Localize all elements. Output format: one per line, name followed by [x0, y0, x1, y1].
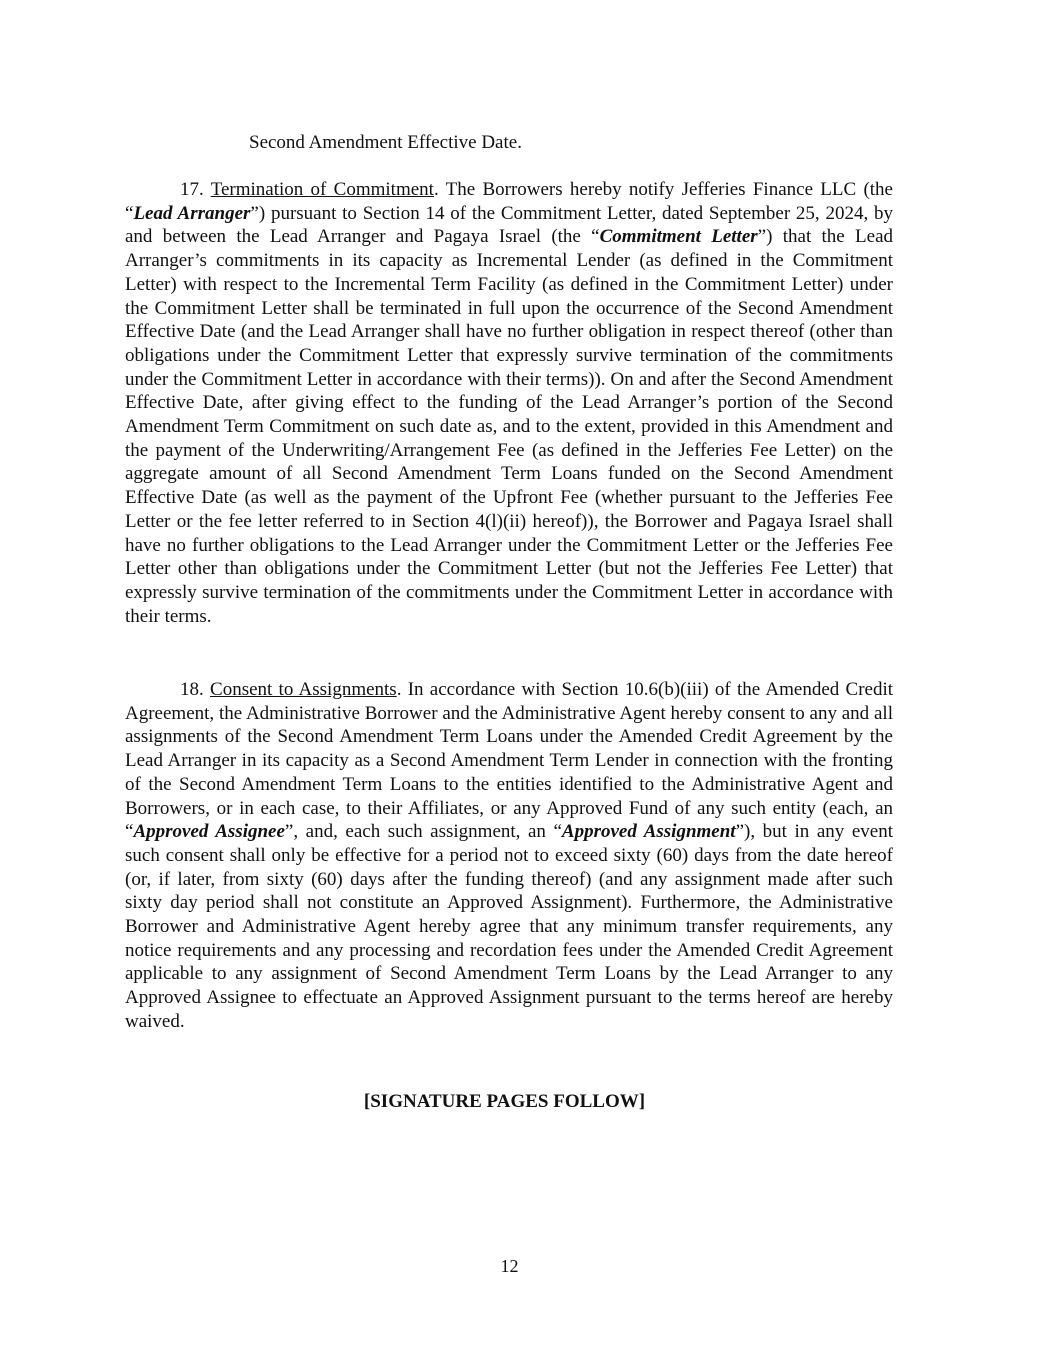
section-18-paragraph: [125, 678, 893, 1034]
section-18-text-3: ”), but in any event such consent shall only be effective for a period not to exceed sixty (60) days from the date hereof (or, if later, from sixty (60) days after the funding thereof) (and any assignment made after such sixty day period shall not constitute an Approved Assignment). Furthermore, the Administrative Borrower and Administrative Agent hereby agree that any minimum transfer requirements, any notice requirements and any processing and recordation fees under the Amended Credit Agreement applicable to any assignment of Second Amendment Term Loans by the Lead Arranger to any Approved Assignee to effectuate an Approved Assignment pursuant to the terms hereof are hereby waived.: [125, 821, 893, 1032]
section-17-paragraph: [125, 178, 893, 628]
signature-pages-note: [SIGNATURE PAGES FOLLOW]: [363, 1091, 646, 1112]
defined-term-approved-assignment: Approved Assignment: [561, 821, 736, 843]
page-number: 12: [500, 1256, 519, 1276]
section-17-number: 17.: [180, 179, 204, 200]
defined-term-lead-arranger: Lead Arranger: [133, 202, 251, 224]
section-18-number: 18.: [180, 679, 204, 700]
defined-term-approved-assignee: Approved Assignee: [133, 821, 285, 843]
continuation-line: Second Amendment Effective Date.: [249, 132, 522, 153]
defined-term-commitment-letter: Commitment Letter: [599, 226, 758, 248]
section-17-text-2: ”) pursuant to Section 14 of the Commitment Letter, dated September 25, 2024, by and between the Lead Arranger and Pagaya Israel (the “: [125, 202, 893, 248]
section-17-text-1: . The Borrowers hereby notify Jefferies Finance LLC (the “: [125, 179, 893, 224]
section-17-text-3: ”) that the Lead Arranger’s commitments in its capacity as Incremental Lender (as defined in the Commitment Letter) with respect to the Incremental Term Facility (as defined in the Commitment Letter) under the Commitment Letter shall be terminated in full upon the occurrence of the Second Amendment Effective Date (and the Lead Arranger shall have no further obligation in respect thereof (other than obligations under the Commitment Letter that expressly survive termination of the commitments under the Commitment Letter in accordance with their terms)). On and after the Second Amendment Effective Date, after giving effect to the funding of the Lead Arranger’s portion of the Second Amendment Term Commitment on such date as, and to the extent, provided in this Amendment and the payment of the Underwriting/Arrangement Fee (as defined in the Jefferies Fee Letter) on the aggregate amount of all Second Amendment Term Loans funded on the Second Amendment Effective Date (as well as the payment of the Upfront Fee (whether pursuant to the Jefferies Fee Letter or the fee letter referred to in Section 4(l)(ii) hereof)), the Borrower and Pagaya Israel shall have no further obligations to the Lead Arranger under the Commitment Letter or the Jefferies Fee Letter other than obligations under the Commitment Letter (but not the Jefferies Fee Letter) that expressly survive termination of the commitments under the Commitment Letter in accordance with their terms.: [125, 226, 894, 627]
section-18-text-1: . In accordance with Section 10.6(b)(iii) of the Amended Credit Agreement, the Administrative Borrower and the Administrative Agent hereby consent to any and all assignments of the Second Amendment Term Loans under the Amended Credit Agreement by the Lead Arranger in its capacity as a Second Amendment Term Lender in connection with the fronting of the Second Amendment Term Loans to the entities identified to the Administrative Agent and Borrowers, or in each case, to their Affiliates, or any Approved Fund of any such entity (each, an “: [125, 679, 894, 843]
section-18-heading: Consent to Assignments: [210, 679, 397, 700]
section-18-text-2: ”, and, each such assignment, an “: [284, 821, 562, 843]
section-17-heading: Termination of Commitment: [210, 179, 434, 200]
